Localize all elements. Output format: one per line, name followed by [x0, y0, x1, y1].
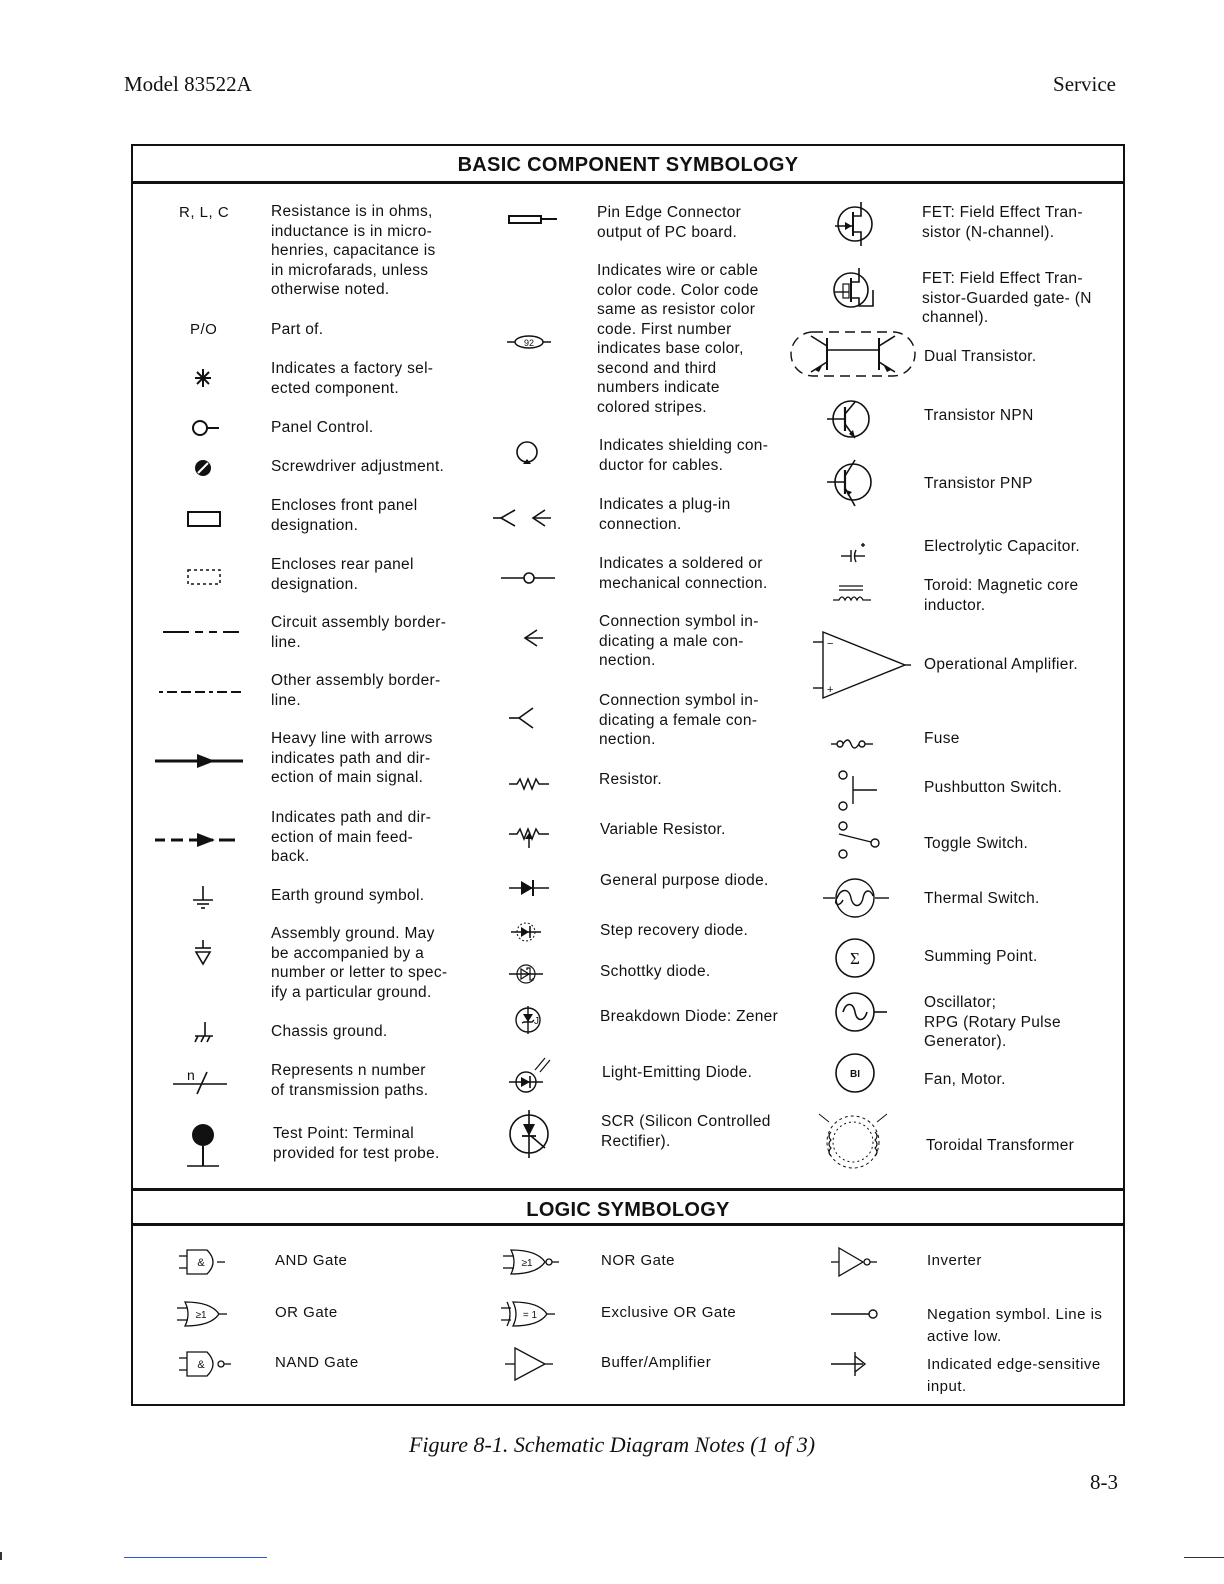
footer-rule — [124, 1557, 267, 1558]
or-gate-icon — [171, 1294, 243, 1334]
figure-caption: Figure 8-1. Schematic Diagram Notes (1 of 3) — [408, 1432, 816, 1457]
panel-control-desc: Panel Control. — [271, 419, 374, 436]
pnp-transistor-icon — [813, 454, 885, 510]
resistor-icon — [493, 764, 565, 804]
part-of-desc: Part of. — [271, 321, 324, 338]
fet-guarded-icon — [815, 262, 887, 314]
symbology-table — [131, 144, 1125, 1406]
section-header: Service — [1053, 72, 1116, 96]
toggle-desc: Toggle Switch. — [924, 835, 1029, 852]
logic-symbology-title: LOGIC SYMBOLOGY — [133, 1188, 1123, 1226]
and-gate-icon — [171, 1242, 243, 1282]
electrolytic-desc: Electrolytic Capacitor. — [924, 538, 1080, 555]
step-recovery-diode-icon — [493, 912, 565, 952]
scr-icon — [493, 1108, 565, 1162]
zener-diode-icon — [493, 1000, 565, 1040]
diode-icon — [493, 868, 565, 908]
toggle-switch-icon — [815, 818, 887, 868]
rear-panel-box-icon — [167, 556, 239, 596]
negation-label: Negation symbol. Line is active low. — [927, 1306, 1103, 1345]
factory-selected-desc: Indicates a factory sel- ected component. — [271, 360, 434, 397]
variable-resistor-desc: Variable Resistor. — [600, 821, 726, 838]
toroidal-transformer-desc: Toroidal Transformer — [926, 1137, 1075, 1154]
toroidal-transformer-icon — [815, 1110, 887, 1174]
step-recovery-desc: Step recovery diode. — [600, 922, 749, 939]
pin-edge-connector-icon — [493, 200, 565, 240]
test-point-desc: Test Point: Terminal provided for test probe. — [273, 1125, 440, 1162]
earth-ground-icon — [167, 878, 239, 918]
plug-in-desc: Indicates a plug-in connection. — [599, 496, 731, 533]
led-icon — [493, 1052, 565, 1100]
schottky-desc: Schottky diode. — [600, 963, 711, 980]
assembly-ground-icon — [167, 934, 239, 974]
rear-panel-desc: Encloses rear panel designation. — [271, 556, 414, 593]
thermal-switch-icon — [815, 874, 887, 922]
n-paths-desc: Represents n number of transmission paths. — [271, 1062, 429, 1099]
model-header: Model 83522A — [124, 72, 252, 96]
wire-code-number: 92 — [523, 338, 535, 348]
earth-ground-desc: Earth ground symbol. — [271, 887, 425, 904]
fuse-icon — [815, 724, 887, 764]
led-desc: Light-Emitting Diode. — [602, 1064, 753, 1081]
zener-desc: Breakdown Diode: Zener — [600, 1008, 779, 1025]
fet-n-icon — [815, 198, 887, 248]
inverter-icon — [819, 1242, 891, 1282]
male-connection-icon — [493, 618, 565, 658]
buffer-label: Buffer/Amplifier — [601, 1354, 712, 1371]
screwdriver-desc: Screwdriver adjustment. — [271, 458, 445, 475]
pushbutton-desc: Pushbutton Switch. — [924, 779, 1063, 796]
part-of-symbol: P/O — [190, 321, 218, 338]
rlc-symbol: R, L, C — [179, 204, 230, 221]
nor-gate-text: ≥1 — [521, 1258, 533, 1269]
other-border-desc: Other assembly border- line. — [271, 672, 441, 709]
test-point-icon — [167, 1120, 239, 1176]
pushbutton-switch-icon — [815, 766, 887, 816]
assembly-ground-desc: Assembly ground. May be accompanied by a number or letter to spec- ify a particular ground. — [271, 925, 448, 1001]
xor-gate-text: = 1 — [522, 1310, 538, 1321]
inverter-label: Inverter — [927, 1252, 982, 1269]
thermal-switch-desc: Thermal Switch. — [924, 890, 1040, 907]
and-gate-label: AND Gate — [275, 1252, 348, 1269]
chassis-ground-desc: Chassis ground. — [271, 1023, 388, 1040]
main-signal-desc: Heavy line with arrows indicates path and dir- ection of main signal. — [271, 730, 433, 786]
wire-color-desc: Indicates wire or cable color code. Color code same as resistor color code. First number indicates base color, second and third numbers indicate colored stripes. — [597, 262, 759, 416]
fet-guarded-desc: FET: Field Effect Tran- sistor-Guarded gate- (N channel). — [922, 270, 1092, 326]
svg-text:−: − — [827, 638, 834, 650]
page-number: 8-3 — [1090, 1470, 1118, 1494]
edge-sensitive-label: Indicated edge-sensitive input. — [927, 1356, 1101, 1395]
op-amp-desc: Operational Amplifier. — [924, 656, 1078, 673]
diode-desc: General purpose diode. — [600, 872, 769, 889]
nand-gate-label: NAND Gate — [275, 1354, 359, 1371]
dual-transistor-desc: Dual Transistor. — [924, 348, 1037, 365]
soldered-connection-icon — [493, 558, 565, 598]
basic-symbology-title: BASIC COMPONENT SYMBOLOGY — [133, 146, 1123, 184]
buffer-icon — [497, 1344, 569, 1384]
fet-n-desc: FET: Field Effect Tran- sistor (N-channel). — [922, 204, 1083, 241]
xor-gate-label: Exclusive OR Gate — [601, 1304, 737, 1321]
female-connection-desc: Connection symbol in- dicating a female con- nection. — [599, 692, 759, 748]
nand-gate-icon — [171, 1344, 243, 1384]
shielding-desc: Indicates shielding con- ductor for cables. — [599, 437, 769, 474]
dual-transistor-icon — [797, 324, 917, 384]
main-signal-arrow-icon — [155, 741, 227, 781]
rlc-desc: Resistance is in ohms, inductance is in micro- henries, capacitance is in microfarads, unless otherwise noted. — [271, 203, 436, 298]
fan-motor-desc: Fan, Motor. — [924, 1071, 1006, 1088]
corner-rule — [1184, 1557, 1224, 1558]
svg-text:J: J — [534, 1016, 539, 1027]
front-panel-desc: Encloses front panel designation. — [271, 497, 418, 534]
n-paths-letter: n — [187, 1067, 195, 1083]
or-gate-text: ≥1 — [195, 1310, 207, 1321]
nor-gate-label: NOR Gate — [601, 1252, 676, 1269]
xor-gate-icon — [497, 1294, 569, 1334]
feedback-arrow-icon — [155, 820, 227, 860]
n-paths-icon — [167, 1060, 239, 1100]
summing-point-icon — [815, 934, 887, 982]
chassis-ground-icon — [167, 1012, 239, 1052]
pin-edge-desc: Pin Edge Connector output of PC board. — [597, 204, 742, 241]
edge-sensitive-icon — [819, 1344, 891, 1384]
variable-resistor-icon — [493, 814, 565, 854]
oscillator-icon — [815, 988, 887, 1036]
electrolytic-capacitor-icon — [815, 534, 887, 574]
fan-motor-label: BI — [850, 1069, 860, 1080]
shielding-icon — [493, 436, 565, 476]
svg-text:+: + — [827, 684, 834, 696]
toroid-inductor-icon — [815, 574, 887, 614]
npn-desc: Transistor NPN — [924, 407, 1034, 424]
corner-mark — [0, 1552, 2, 1560]
male-connection-desc: Connection symbol in- dicating a male con- nection. — [599, 613, 759, 669]
soldered-desc: Indicates a soldered or mechanical connection. — [599, 555, 768, 592]
summing-point-desc: Summing Point. — [924, 948, 1038, 965]
scr-desc: SCR (Silicon Controlled Rectifier). — [601, 1113, 771, 1150]
oscillator-desc: Oscillator; RPG (Rotary Pulse Generator). — [924, 994, 1061, 1050]
summing-sigma: Σ — [850, 949, 860, 968]
op-amp-icon — [809, 628, 909, 702]
asterisk-icon — [167, 358, 239, 398]
negation-icon — [819, 1294, 891, 1334]
or-gate-label: OR Gate — [275, 1304, 338, 1321]
wire-color-code-icon — [493, 322, 565, 362]
other-border-icon — [157, 672, 229, 712]
nor-gate-icon — [497, 1242, 569, 1282]
fan-motor-icon — [815, 1050, 887, 1096]
fuse-desc: Fuse — [924, 730, 960, 747]
npn-transistor-icon — [813, 394, 885, 444]
and-gate-text: & — [197, 1257, 205, 1269]
screwdriver-adjust-icon — [167, 448, 239, 488]
schottky-diode-icon — [493, 954, 565, 994]
panel-control-icon — [167, 408, 239, 448]
female-connection-icon — [493, 698, 565, 738]
circuit-border-icon — [157, 612, 229, 652]
circuit-border-desc: Circuit assembly border- line. — [271, 614, 447, 651]
feedback-desc: Indicates path and dir- ection of main feed- back. — [271, 809, 432, 865]
toroid-inductor-desc: Toroid: Magnetic core inductor. — [924, 577, 1079, 614]
nand-gate-text: & — [197, 1359, 205, 1371]
resistor-desc: Resistor. — [599, 771, 662, 788]
front-panel-box-icon — [167, 498, 239, 538]
plug-in-icon — [489, 498, 561, 538]
pnp-desc: Transistor PNP — [924, 475, 1033, 492]
